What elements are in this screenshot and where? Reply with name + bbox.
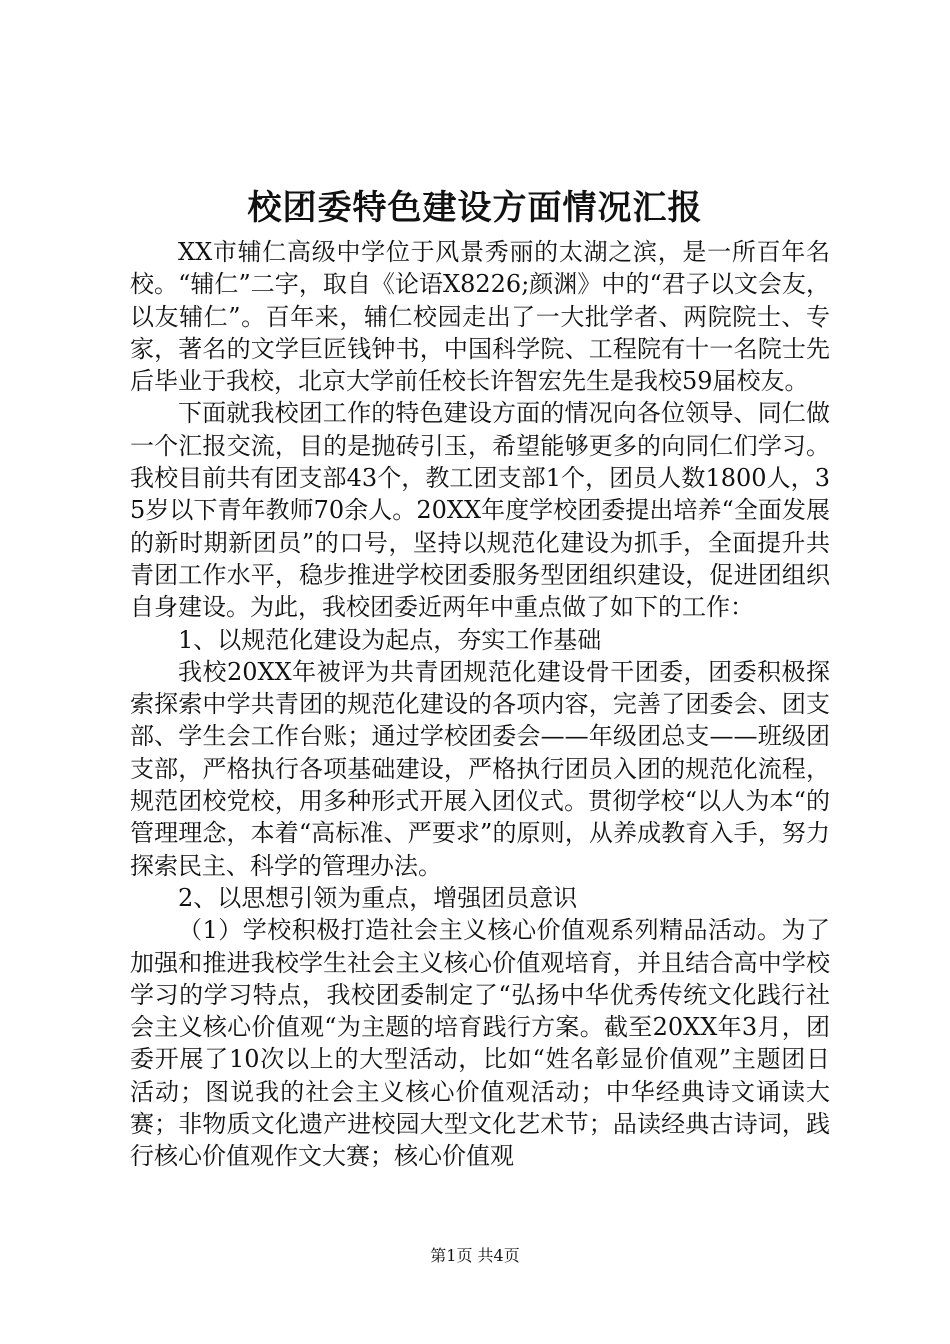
section-heading-2: 2、以思想引领为重点，增强团员意识 xyxy=(178,883,578,912)
paragraph-overview: 下面就我校团工作的特色建设方面的情况向各位领导、同仁做一个汇报交流，目的是抛砖引玉，希望能够更多的向同仁们学习。我校目前共有团支部43个，教工团支部1个，团员人数1800人，35岁以下青年教师70余人。20XX年度学校团委提出培养“全面发展的新时期新团员”的口号，坚持以规范化建设为抓手，全面提升共青团工作水平，稳步推进学校团委服务型团组织建设，促进团组织自身建设。为此，我校团委近两年中重点做了如下的工作： xyxy=(130,399,830,622)
section-heading-1: 1、以规范化建设为起点，夯实工作基础 xyxy=(178,625,602,654)
document-title: 校团委特色建设方面情况汇报 xyxy=(247,188,703,228)
page-number-footer: 第1页 共4页 xyxy=(430,1246,520,1265)
document-body xyxy=(130,236,830,1173)
paragraph-intro: XX市辅仁高级中学位于风景秀丽的太湖之滨，是一所百年名校。“辅仁”二字，取自《论语X8226;颜渊》中的“君子以文会友，以友辅仁”。百年来，辅仁校园走出了一大批学者、两院院士、专家，著名的文学巨匠钱钟书，中国科学院、工程院有十一名院士先后毕业于我校，北京大学前任校长许智宏先生是我校59届校友。 xyxy=(130,238,830,396)
paragraph-section-1: 我校20XX年被评为共青团规范化建设骨干团委，团委积极探索探索中学共青团的规范化建设的各项内容，完善了团委会、团支部、学生会工作台账；通过学校团委会——年级团总支——班级团支部，严格执行各项基础建设，严格执行团员入团的规范化流程，规范团校党校，用多种形式开展入团仪式。贯彻学校“以人为本“的管理理念，本着“高标准、严要求”的原则，从养成教育入手，努力探索民主、科学的管理办法。 xyxy=(130,657,830,880)
paragraph-section-2-item-1: （1）学校积极打造社会主义核心价值观系列精品活动。为了加强和推进我校学生社会主义核心价值观培育，并且结合高中学校学习的学习特点，我校团委制定了“弘扬中华优秀传统文化践行社会主义核心价值观“为主题的培育践行方案。截至20XX年3月，团委开展了10次以上的大型活动，比如“姓名彰显价值观”主题团日活动；图说我的社会主义核心价值观活动；中华经典诗文诵读大赛；非物质文化遗产进校园大型文化艺术节；品读经典古诗词，践行核心价值观作文大赛；核心价值观 xyxy=(130,916,830,1171)
